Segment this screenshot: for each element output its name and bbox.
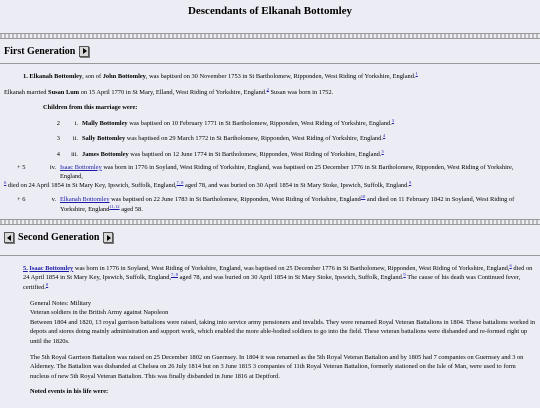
child-detail: was baptised on 29 March 1772 in St Bartholomew, Ripponden, West Riding of Yorkshire, England. bbox=[125, 135, 383, 143]
child-text bbox=[82, 134, 540, 144]
child-roman: iv. bbox=[49, 163, 56, 171]
child-roman: i. bbox=[74, 119, 78, 127]
entry-text: was born in 1776 in Soyland, West Riding of Yorkshire, England, was baptised on 25 December 1776 in St Bartholomew, Ripponden, West Riding of Yorkshire, England, bbox=[73, 264, 510, 272]
child-entry bbox=[0, 134, 540, 144]
father-name: John Bottomley bbox=[102, 73, 146, 80]
entry-text: , son of bbox=[82, 73, 103, 80]
footnote-link[interactable]: 3 bbox=[391, 117, 395, 123]
children-heading: Children from this marriage were: bbox=[43, 104, 138, 112]
footnote-link[interactable]: 9 bbox=[403, 272, 406, 278]
footnote-link[interactable]: 11,12 bbox=[109, 203, 120, 209]
second-generation-title: Second Generation bbox=[18, 232, 100, 244]
next-generation-arrow-icon[interactable] bbox=[103, 232, 113, 243]
child-detail: aged 58. bbox=[119, 206, 143, 214]
divider bbox=[0, 63, 540, 64]
entry-number[interactable]: 5. bbox=[23, 264, 28, 272]
footnote-link[interactable]: 4 bbox=[382, 133, 386, 139]
person-name-link[interactable]: Isaac Bottomley bbox=[29, 264, 74, 272]
first-generation-title: First Generation bbox=[4, 45, 76, 57]
child-roman: v. bbox=[51, 196, 56, 204]
child-number: 2 bbox=[56, 119, 60, 127]
wavy-divider bbox=[0, 33, 540, 39]
entry-text: aged 78, and was buried on 30 April 1854 in St Mary Stoke, Ipswich, Suffolk, England. bbox=[177, 274, 404, 282]
child-entry-isaac bbox=[0, 163, 540, 182]
child-entry bbox=[0, 119, 540, 129]
notes-paragraph: Between 1804 and 1820, 13 royal garrison battalions were raised, taking into service army pensioners and invalids. They were renamed Royal Veteran Battalions in 1804. These battalions worked in depots and stores doing mainly administration and support work, which enabled the more able-bodied soldiers to go into the field. These veteran battalions were disbanded and re-formed right up until the 1820s. bbox=[30, 318, 536, 345]
footnote-link[interactable]: 6 bbox=[4, 179, 7, 185]
marriage-text: on 15 April 1770 in St Mary, Elland, West Riding of Yorkshire, England. bbox=[79, 88, 267, 96]
notes-paragraph: The 5th Royal Garrison Battalion was raised on 25 December 1802 on Guernsey. In 1804 it was renamed as the 5th Royal Veteran Battalion and by 1805 had 7 companies on Guernsey and 3 on Alderney. The Battalion was disbanded at Chelsea on 26 July 1814 but on 3 June 1815 3 companies of 11th Royal Veteran Battalion, formerly stationed on the Isle of Man, were used to form nucleus of new 5th Royal Veteran Battalion. This was finally disbanded in June 1816 at Deptford. bbox=[30, 353, 524, 380]
footnote-link[interactable]: 6 bbox=[509, 262, 512, 268]
entry-number: 1. bbox=[23, 73, 28, 80]
page-title: Descendants of Elkanah Bottomley bbox=[187, 5, 353, 17]
entry-text: , was baptised on 30 November 1753 in St Bartholomew, Ripponden, West Riding of Yorkshire, England. bbox=[145, 73, 416, 80]
child-marker bbox=[0, 150, 46, 160]
child-detail: was baptised on 12 June 1774 in St Bartholomew, Ripponden, West Riding of Yorkshire, England. bbox=[128, 151, 382, 159]
next-generation-arrow-icon[interactable] bbox=[79, 46, 89, 57]
child-name: Sally Bottomley bbox=[82, 135, 126, 143]
child-detail: was born in 1776 in Soyland, West Riding of Yorkshire, England, was baptised on 25 December 1776 in St Bartholomew, Ripponden, West Riding of Yorkshire, England, bbox=[60, 163, 514, 181]
child-entry-elkanah bbox=[0, 195, 540, 214]
footnote-link[interactable]: 9 bbox=[408, 179, 412, 185]
divider bbox=[0, 255, 540, 256]
child-roman: ii. bbox=[72, 135, 78, 143]
child-detail: aged 78, and was buried on 30 April 1854 in St Mary Stoke, Ipswich, Suffolk, England. bbox=[183, 181, 409, 189]
child-marker: + 5 bbox=[17, 163, 26, 171]
footnote-link[interactable]: 7, 8 bbox=[176, 179, 184, 185]
child-marker: + 6 bbox=[17, 196, 26, 204]
child-number: 4 bbox=[56, 151, 60, 159]
footnote-link[interactable]: 1 bbox=[415, 70, 418, 76]
child-detail: and died on 11 February 1842 in Soyland, West Riding of Yorkshire, England bbox=[60, 196, 515, 214]
person-name: Elkanah Bottomley bbox=[29, 73, 83, 80]
marriage-text: Susan was born in 1752. bbox=[268, 88, 334, 96]
child-detail: was baptised on 22 June 1783 in St Bartholomew, Ripponden, West Riding of Yorkshire, England bbox=[109, 196, 361, 204]
footnote-link[interactable]: 8 bbox=[45, 281, 49, 287]
child-text bbox=[82, 119, 540, 129]
child-marker bbox=[0, 119, 46, 129]
notes-heading: General Notes: Military bbox=[30, 299, 92, 307]
marriage-text: Elkanah married bbox=[4, 88, 49, 96]
second-generation-heading bbox=[4, 231, 540, 245]
wavy-divider bbox=[0, 219, 540, 225]
child-text bbox=[82, 150, 540, 160]
entry-text: died on 24 April 1854 in St Mary Key, Ipswich, Suffolk, England, bbox=[23, 264, 533, 282]
child-name-link[interactable]: Isaac Bottomley bbox=[60, 163, 102, 171]
child-detail: died on 24 April 1854 in St Mary Key, Ipswich, Suffolk, England, bbox=[6, 181, 177, 189]
child-marker bbox=[0, 134, 46, 144]
footnote-link[interactable]: 5 bbox=[381, 148, 384, 154]
entry-isaac-bottomley bbox=[0, 264, 540, 293]
child-name-link[interactable]: Elkanah Bottomley bbox=[60, 196, 110, 204]
child-detail: was baptised on 10 February 1771 in St Bartholomew, Ripponden, West Riding of Yorkshire, England. bbox=[127, 119, 392, 127]
general-notes bbox=[0, 299, 540, 397]
previous-generation-arrow-icon[interactable] bbox=[4, 232, 14, 243]
child-name: Mally Bottomley bbox=[82, 119, 128, 127]
child-name: James Bottomley bbox=[82, 151, 129, 159]
child-entry bbox=[0, 150, 540, 160]
child-roman: iii. bbox=[71, 151, 78, 159]
child-text bbox=[60, 163, 540, 182]
footnote-link[interactable]: 10 bbox=[360, 194, 366, 200]
events-heading: Noted events in his life were: bbox=[30, 388, 109, 396]
notes-subheading: Veteran soldiers in the British Army against Napoleon bbox=[30, 309, 169, 317]
child-text bbox=[60, 195, 540, 214]
entry-elkanah-bottomley bbox=[0, 72, 540, 82]
footnote-link[interactable]: 7, 8 bbox=[171, 272, 178, 278]
child-number: 3 bbox=[56, 135, 60, 143]
spouse-name: Susan Lum bbox=[48, 88, 80, 96]
footnote-link[interactable]: 2 bbox=[266, 86, 269, 92]
child-entry-isaac-continued bbox=[0, 181, 540, 191]
marriage-record bbox=[0, 88, 540, 98]
entry-text: The cause of his death was Continued fever, certified. bbox=[23, 274, 521, 291]
first-generation-heading bbox=[4, 44, 540, 58]
